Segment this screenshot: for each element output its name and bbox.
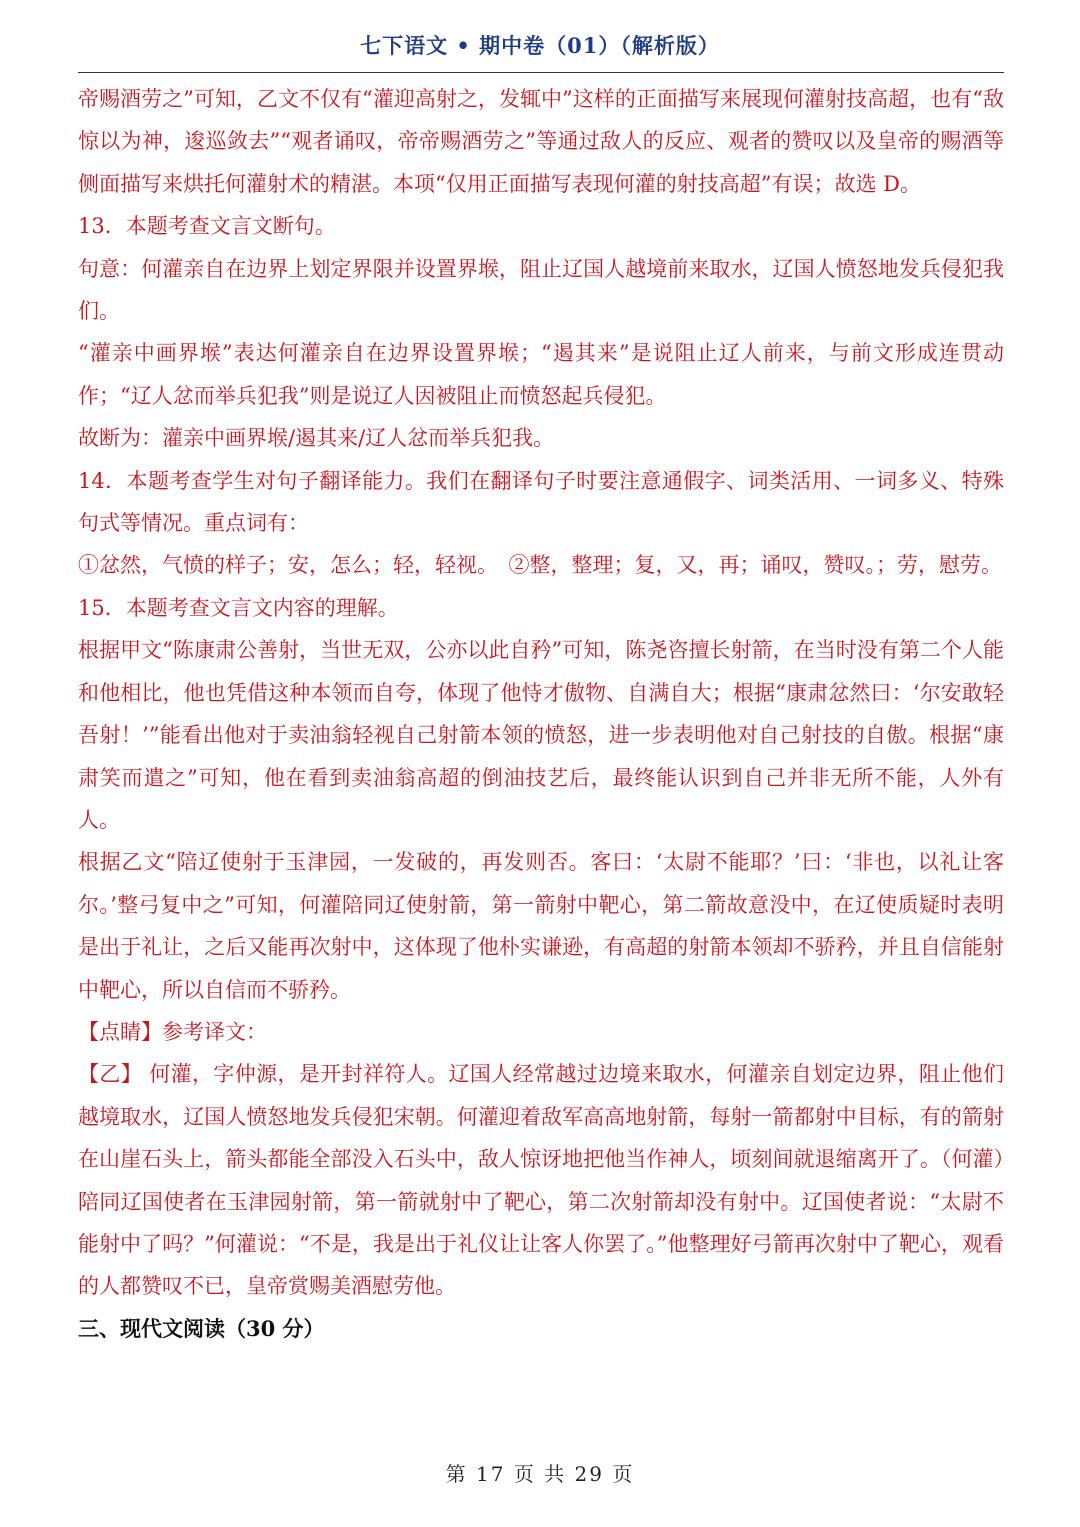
answer-13-conclusion: 故断为：灌亲中画界堠/遏其来/辽人忿而举兵犯我。 xyxy=(78,426,555,451)
page-content xyxy=(78,78,1004,1350)
answer-13-meaning: 句意：何灌亲自在边界上划定界限并设置界堠，阻止辽国人越境前来取水，辽国人愤怒地发兵侵犯我们。 xyxy=(78,256,1004,324)
answer-13-analysis: “灌亲中画界堠”表达何灌亲自在边界设置界堠；“遏其来”是说阻止辽人前来，与前文形成连贯动作；“辽人忿而举兵犯我”则是说辽人因被阻止而愤怒起兵侵犯。 xyxy=(78,341,1004,408)
header-divider xyxy=(78,72,1004,73)
page-number-footer: 第 17 页 共 29 页 xyxy=(445,1462,635,1486)
translation-passage-b: 【乙】 何灌，字仲源，是开封祥符人。辽国人经常越过边境来取水，何灌亲自划定边界，阻止他们越境取水，辽国人愤怒地发兵侵犯宋朝。何灌迎着敌军高高地射箭，每射一箭都射中目标，有的箭射在山崖石头上，箭头都能全部没入石头中，敌人惊讶地把他当作神人，顷刻间就退缩离开了。（何灌）陪同辽国使者在玉津园射箭，第一箭就射中了靶心，第二次射箭却没有射中。辽国使者说：“太尉不能射中了吗？”何灌说：“不是，我是出于礼仪让让客人你罢了。”他整理好弓箭再次射中了靶心，观看的人都赞叹不已，皇帝赏赐美酒慰劳他。 xyxy=(78,1062,1004,1299)
answer-15-heading: 15．本题考查文言文内容的理解。 xyxy=(78,595,399,620)
tips-heading: 【点睛】参考译文： xyxy=(78,1019,267,1044)
answer-13-heading: 13．本题考查文言文断句。 xyxy=(78,214,336,239)
page-header-title: 七下语文 • 期中卷（01）（解析版） xyxy=(360,33,720,58)
answer-15-passage-a: 根据甲文“陈康肃公善射，当世无双，公亦以此自矜”可知，陈尧咨擅长射箭，在当时没有第二个人能和他相比，他也凭借这种本领而自夸，体现了他恃才傲物、自满自大；根据“康肃忿然曰：‘尔安敢轻吾射！’”能看出他对于卖油翁轻视自己射箭本领的愤怒，进一步表明他对自己射技的自傲。根据“康肃笑而遣之”可知，他在看到卖油翁高超的倒油技艺后，最终能认识到自己并非无所不能，人外有人。 xyxy=(78,638,1004,832)
answer-paragraph-12-end: 帝赐酒劳之”可知，乙文不仅有“灌迎高射之，发辄中”这样的正面描写来展现何灌射技高超，也有“敌惊以为神，逡巡敛去”“观者诵叹，帝帝赐酒劳之”等通过敌人的反应、观者的赞叹以及皇帝的赐酒等侧面描写来烘托何灌射术的精湛。本项“仅用正面描写表现何灌的射技高超”有误；故选 D。 xyxy=(78,87,1004,196)
section-heading-modern-reading: 三、现代文阅读（30 分） xyxy=(78,1315,325,1341)
answer-14-heading: 14．本题考查学生对句子翻译能力。我们在翻译句子时要注意通假字、词类活用、一词多义、特殊句式等情况。重点词有： xyxy=(78,468,1004,536)
answer-14-keywords: ①忿然，气愤的样子；安，怎么；轻，轻视。 ②整，整理；复，又，再；诵叹，赞叹。；劳，慰劳。 xyxy=(78,553,1002,578)
answer-15-passage-b: 根据乙文“陪辽使射于玉津园，一发破的，再发则否。客曰：‘太尉不能耶？’曰：‘非也，以礼让客尔。’整弓复中之”可知，何灌陪同辽使射箭，第一箭射中靶心，第二箭故意没中，在辽使质疑时表明是出于礼让，之后又能再次射中，这体现了他朴实谦逊，有高超的射箭本领却不骄矜，并且自信能射中靶心，所以自信而不骄矜。 xyxy=(78,850,1004,1002)
